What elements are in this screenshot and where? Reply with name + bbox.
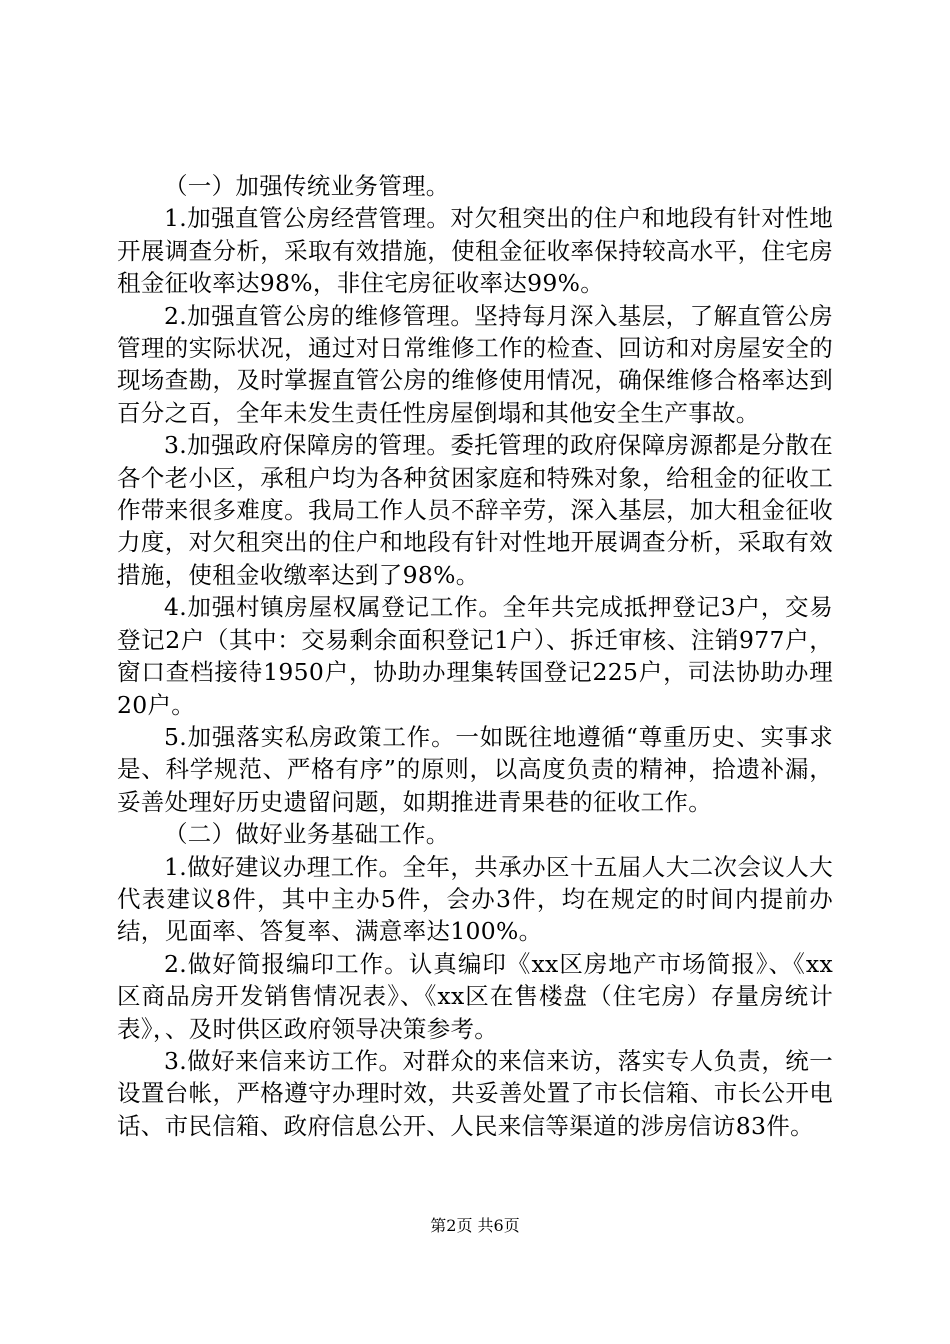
page-number-footer: 第2页 共6页 [430,1216,520,1235]
section-heading-1: （一）加强传统业务管理。 [164,172,450,200]
document-body [117,170,833,1142]
paragraph: 3.加强政府保障房的管理。委托管理的政府保障房源都是分散在各个老小区，承租户均为各种贫困家庭和特殊对象，给租金的征收工作带来很多难度。我局工作人员不辞辛劳，深入基层，加大租金征收力度，对欠租突出的住户和地段有针对性地开展调查分析，采取有效措施，使租金收缴率达到了98%。 [117,431,833,589]
paragraph: 1.做好建议办理工作。全年，共承办区十五届人大二次会议人大代表建议8件，其中主办5件，会办3件，均在规定的时间内提前办结，见面率、答复率、满意率达100%。 [117,852,833,946]
paragraph: 2.做好简报编印工作。认真编印《xx区房地产市场简报》、《xx区商品房开发销售情况表》、《xx区在售楼盘（住宅房）存量房统计表》，、及时供区政府领导决策参考。 [117,949,833,1043]
section-heading-2: （二）做好业务基础工作。 [164,820,450,849]
paragraph: 5.加强落实私房政策工作。一如既往地遵循“尊重历史、实事求是、科学规范、严格有序”的原则，以高度负责的精神，拾遗补漏，妥善处理好历史遗留问题，如期推进青果巷的征收工作。 [117,722,833,816]
paragraph: 4.加强村镇房屋权属登记工作。全年共完成抵押登记3户，交易登记2户（其中：交易剩余面积登记1户）、拆迁审核、注销977户，窗口查档接待1950户，协助办理集转国登记225户，司法协助办理20户。 [117,593,833,719]
paragraph: 1.加强直管公房经营管理。对欠租突出的住户和地段有针对性地开展调查分析，采取有效措施，使租金征收率保持较高水平，住宅房租金征收率达98%，非住宅房征收率达99%。 [117,204,833,298]
paragraph: 2.加强直管公房的维修管理。坚持每月深入基层，了解直管公房管理的实际状况，通过对日常维修工作的检查、回访和对房屋安全的现场查勘，及时掌握直管公房的维修使用情况，确保维修合格率达到百分之百，全年未发生责任性房屋倒塌和其他安全生产事故。 [117,301,833,427]
paragraph: 3.做好来信来访工作。对群众的来信来访，落实专人负责，统一设置台帐，严格遵守办理时效，共妥善处置了市长信箱、市长公开电话、市民信箱、政府信息公开、人民来信等渠道的涉房信访83件。 [117,1046,833,1140]
